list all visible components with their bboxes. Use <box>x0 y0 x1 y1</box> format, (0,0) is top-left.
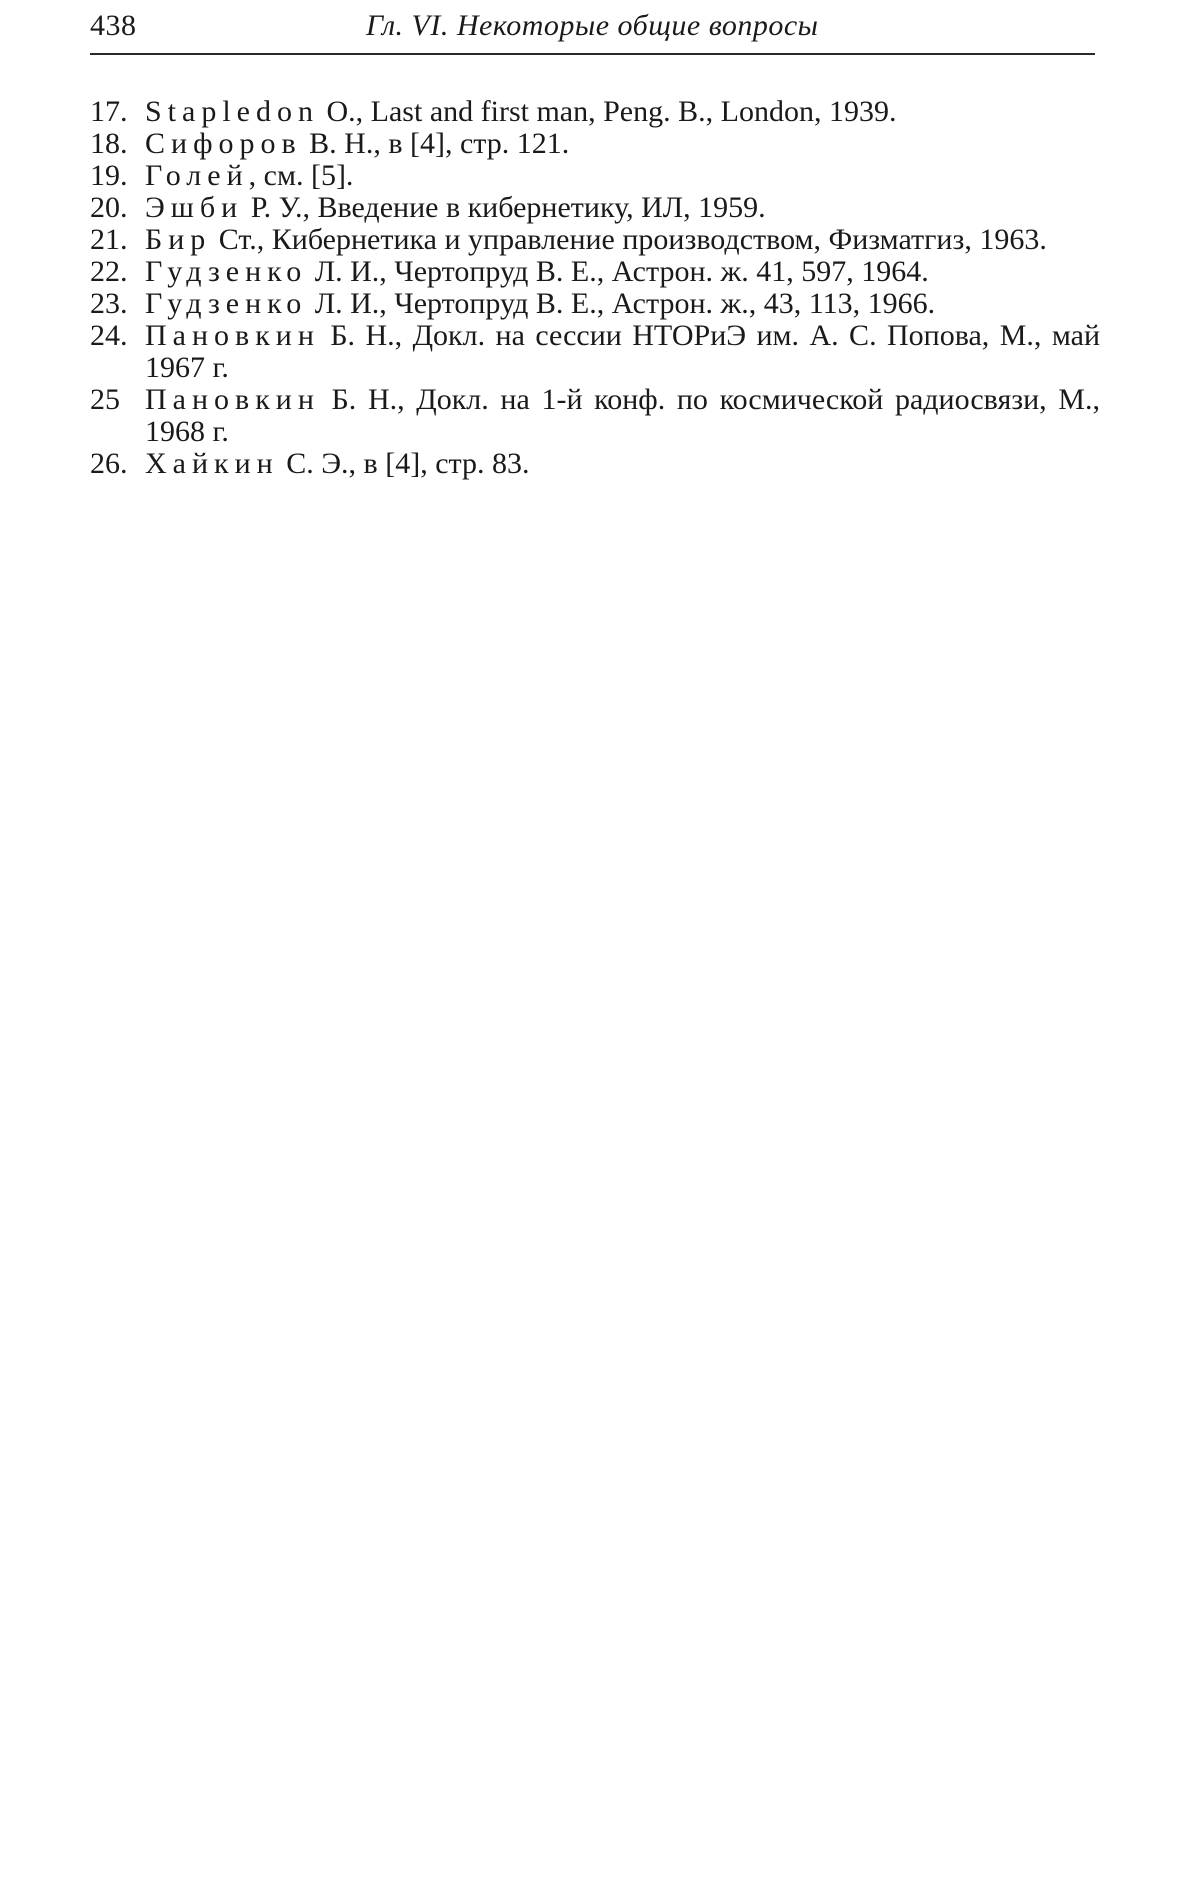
header-rule <box>90 53 1095 55</box>
reference-details: Л. И., Чертопруд В. Е., Астрон. ж. 41, 597, 1964. <box>307 255 929 288</box>
page-number: 438 <box>90 9 137 42</box>
reference-number: 23. <box>90 287 128 320</box>
reference-author: Голей <box>145 159 249 192</box>
reference-author: Гудзенко <box>145 287 308 320</box>
reference-author: Сифоров <box>145 127 302 160</box>
reference-item <box>90 192 1100 224</box>
running-head <box>90 6 1095 46</box>
reference-item <box>90 320 1100 384</box>
reference-item <box>90 224 1100 256</box>
reference-item <box>90 384 1100 448</box>
reference-details: O., Last and first man, Peng. B., London, 1939. <box>319 95 897 128</box>
reference-text <box>145 96 1100 128</box>
reference-author: Эшби <box>145 191 244 224</box>
reference-text <box>145 224 1100 256</box>
chapter-title: Гл. VI. Некоторые общие вопросы <box>366 9 819 42</box>
reference-details: Б. Н., Докл. на сессии НТОРиЭ им. А. С. Попова, М., май 1967 г. <box>145 319 1100 384</box>
reference-text <box>145 128 1100 160</box>
reference-item <box>90 96 1100 128</box>
reference-details: Л. И., Чертопруд В. Е., Астрон. ж., 43, 113, 1966. <box>307 287 936 320</box>
reference-author: Пановкин <box>145 383 320 416</box>
reference-item <box>90 256 1100 288</box>
reference-author: Бир <box>145 223 212 256</box>
reference-details: В. Н., в [4], стр. 121. <box>301 127 570 160</box>
reference-text <box>145 320 1100 384</box>
reference-text <box>145 192 1100 224</box>
reference-details: Б. Н., Докл. на 1-й конф. по космической радиосвязи, М., 1968 г. <box>145 383 1100 448</box>
reference-details: Р. У., Введение в кибернетику, ИЛ, 1959. <box>243 191 766 224</box>
reference-text <box>145 384 1100 448</box>
reference-details: , см. [5]. <box>248 159 354 192</box>
reference-number: 20. <box>90 191 128 224</box>
reference-number: 19. <box>90 159 128 192</box>
reference-item <box>90 160 1100 192</box>
reference-item <box>90 128 1100 160</box>
reference-number: 25 <box>90 383 120 416</box>
reference-text <box>145 256 1100 288</box>
reference-number: 21. <box>90 223 128 256</box>
reference-number: 17. <box>90 95 128 128</box>
reference-details: С. Э., в [4], стр. 83. <box>278 447 530 480</box>
reference-number: 24. <box>90 319 128 352</box>
reference-author: Гудзенко <box>145 255 308 288</box>
reference-details: Ст., Кибернетика и управление производством, Физматгиз, 1963. <box>211 223 1047 256</box>
reference-item <box>90 288 1100 320</box>
reference-item <box>90 448 1100 480</box>
reference-number: 22. <box>90 255 128 288</box>
reference-author: Хайкин <box>145 447 279 480</box>
reference-number: 18. <box>90 127 128 160</box>
reference-text <box>145 160 1100 192</box>
reference-author: Stapledon <box>145 95 319 128</box>
reference-author: Пановкин <box>145 319 320 352</box>
reference-list <box>90 96 1100 480</box>
reference-number: 26. <box>90 447 128 480</box>
reference-text <box>145 448 1100 480</box>
reference-text <box>145 288 1100 320</box>
